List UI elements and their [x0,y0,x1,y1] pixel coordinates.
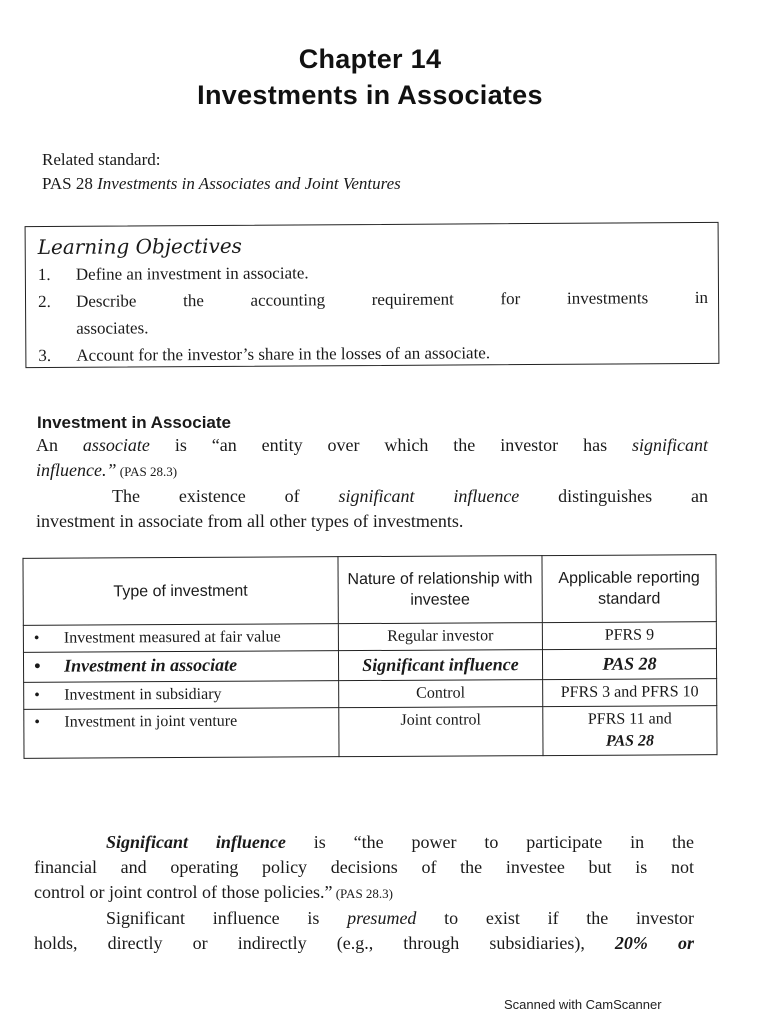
cell-nature: Regular investor [338,623,542,651]
objective-number: 2. [37,291,51,312]
standard-name: Investments in Associates and Joint Ventures [97,174,401,193]
objective-number: 1. [37,264,51,285]
cell-nature: Joint control [339,707,543,757]
related-standard-label: Related standard: [42,150,161,169]
chapter-title: Investments in Associates [197,80,543,110]
standard-code: PAS 28 [42,174,93,193]
related-standard [42,148,401,196]
learning-objectives-title: Learning Objectives [37,233,242,260]
cell-standard: PFRS 9 [542,622,716,650]
cell-standard: PFRS 3 and PFRS 10 [543,679,717,707]
paragraph-significant-influence: Significant influence is “the power to participate in the financial and operating policy decisions of the investee but is not control or joint control of those policies.” (PAS 28.3) Significant influence is presumed to exist if the investor holds, directly or indirectly (e.g., through subsidiaries), 20% or [34,832,695,953]
objective-item [38,257,708,288]
objective-number: 3. [38,345,52,366]
section-heading: Investment in Associate [37,413,231,432]
cell-type: • Investment in associate [23,651,338,683]
paragraph-definition: An associate is “an entity over which the investor has significant influence.” (PAS 28.3) [36,435,708,480]
header-type: Type of investment [23,557,338,626]
table-row [23,622,716,653]
cell-nature: Control [338,680,542,708]
objective-text: Define an investment in associate. [75,263,309,284]
table-row [23,649,716,683]
table-row [24,679,717,710]
bullet-icon: • [34,686,40,704]
bullet-icon: • [33,655,41,676]
cell-type: • Investment in joint venture [24,708,339,759]
objective-text-continued: associates. [76,318,149,338]
cell-type: • Investment in subsidiary [24,681,339,710]
table-header-row [23,555,716,626]
chapter-number: Chapter 14 [298,44,442,74]
objective-item [38,338,708,369]
table-row [24,706,717,759]
bullet-icon: • [34,713,40,731]
paragraph-existence: The existence of significant influence distinguishes an investment in associate from all other types of investments. [36,486,708,531]
learning-objectives-list [38,257,709,369]
related-standard-value [42,172,401,196]
cell-standard: PAS 28 [542,649,716,680]
investment-types-table [22,554,717,759]
objective-text: Describe the accounting requirement for investments in [75,287,709,311]
learning-objectives-box [25,222,720,368]
objective-item [38,284,708,315]
cell-nature: Significant influence [338,650,542,681]
scanner-watermark: Scanned with CamScanner [504,997,662,1012]
header-nature: Nature of relationship with investee [338,556,543,624]
cell-type: • Investment measured at fair value [23,624,338,653]
cell-standard: PFRS 11 and PAS 28 [543,706,717,756]
bullet-icon: • [33,629,40,647]
header-standard: Applicable reporting standard [542,555,716,623]
objective-text: Account for the investor’s share in the losses of an associate. [76,343,491,365]
